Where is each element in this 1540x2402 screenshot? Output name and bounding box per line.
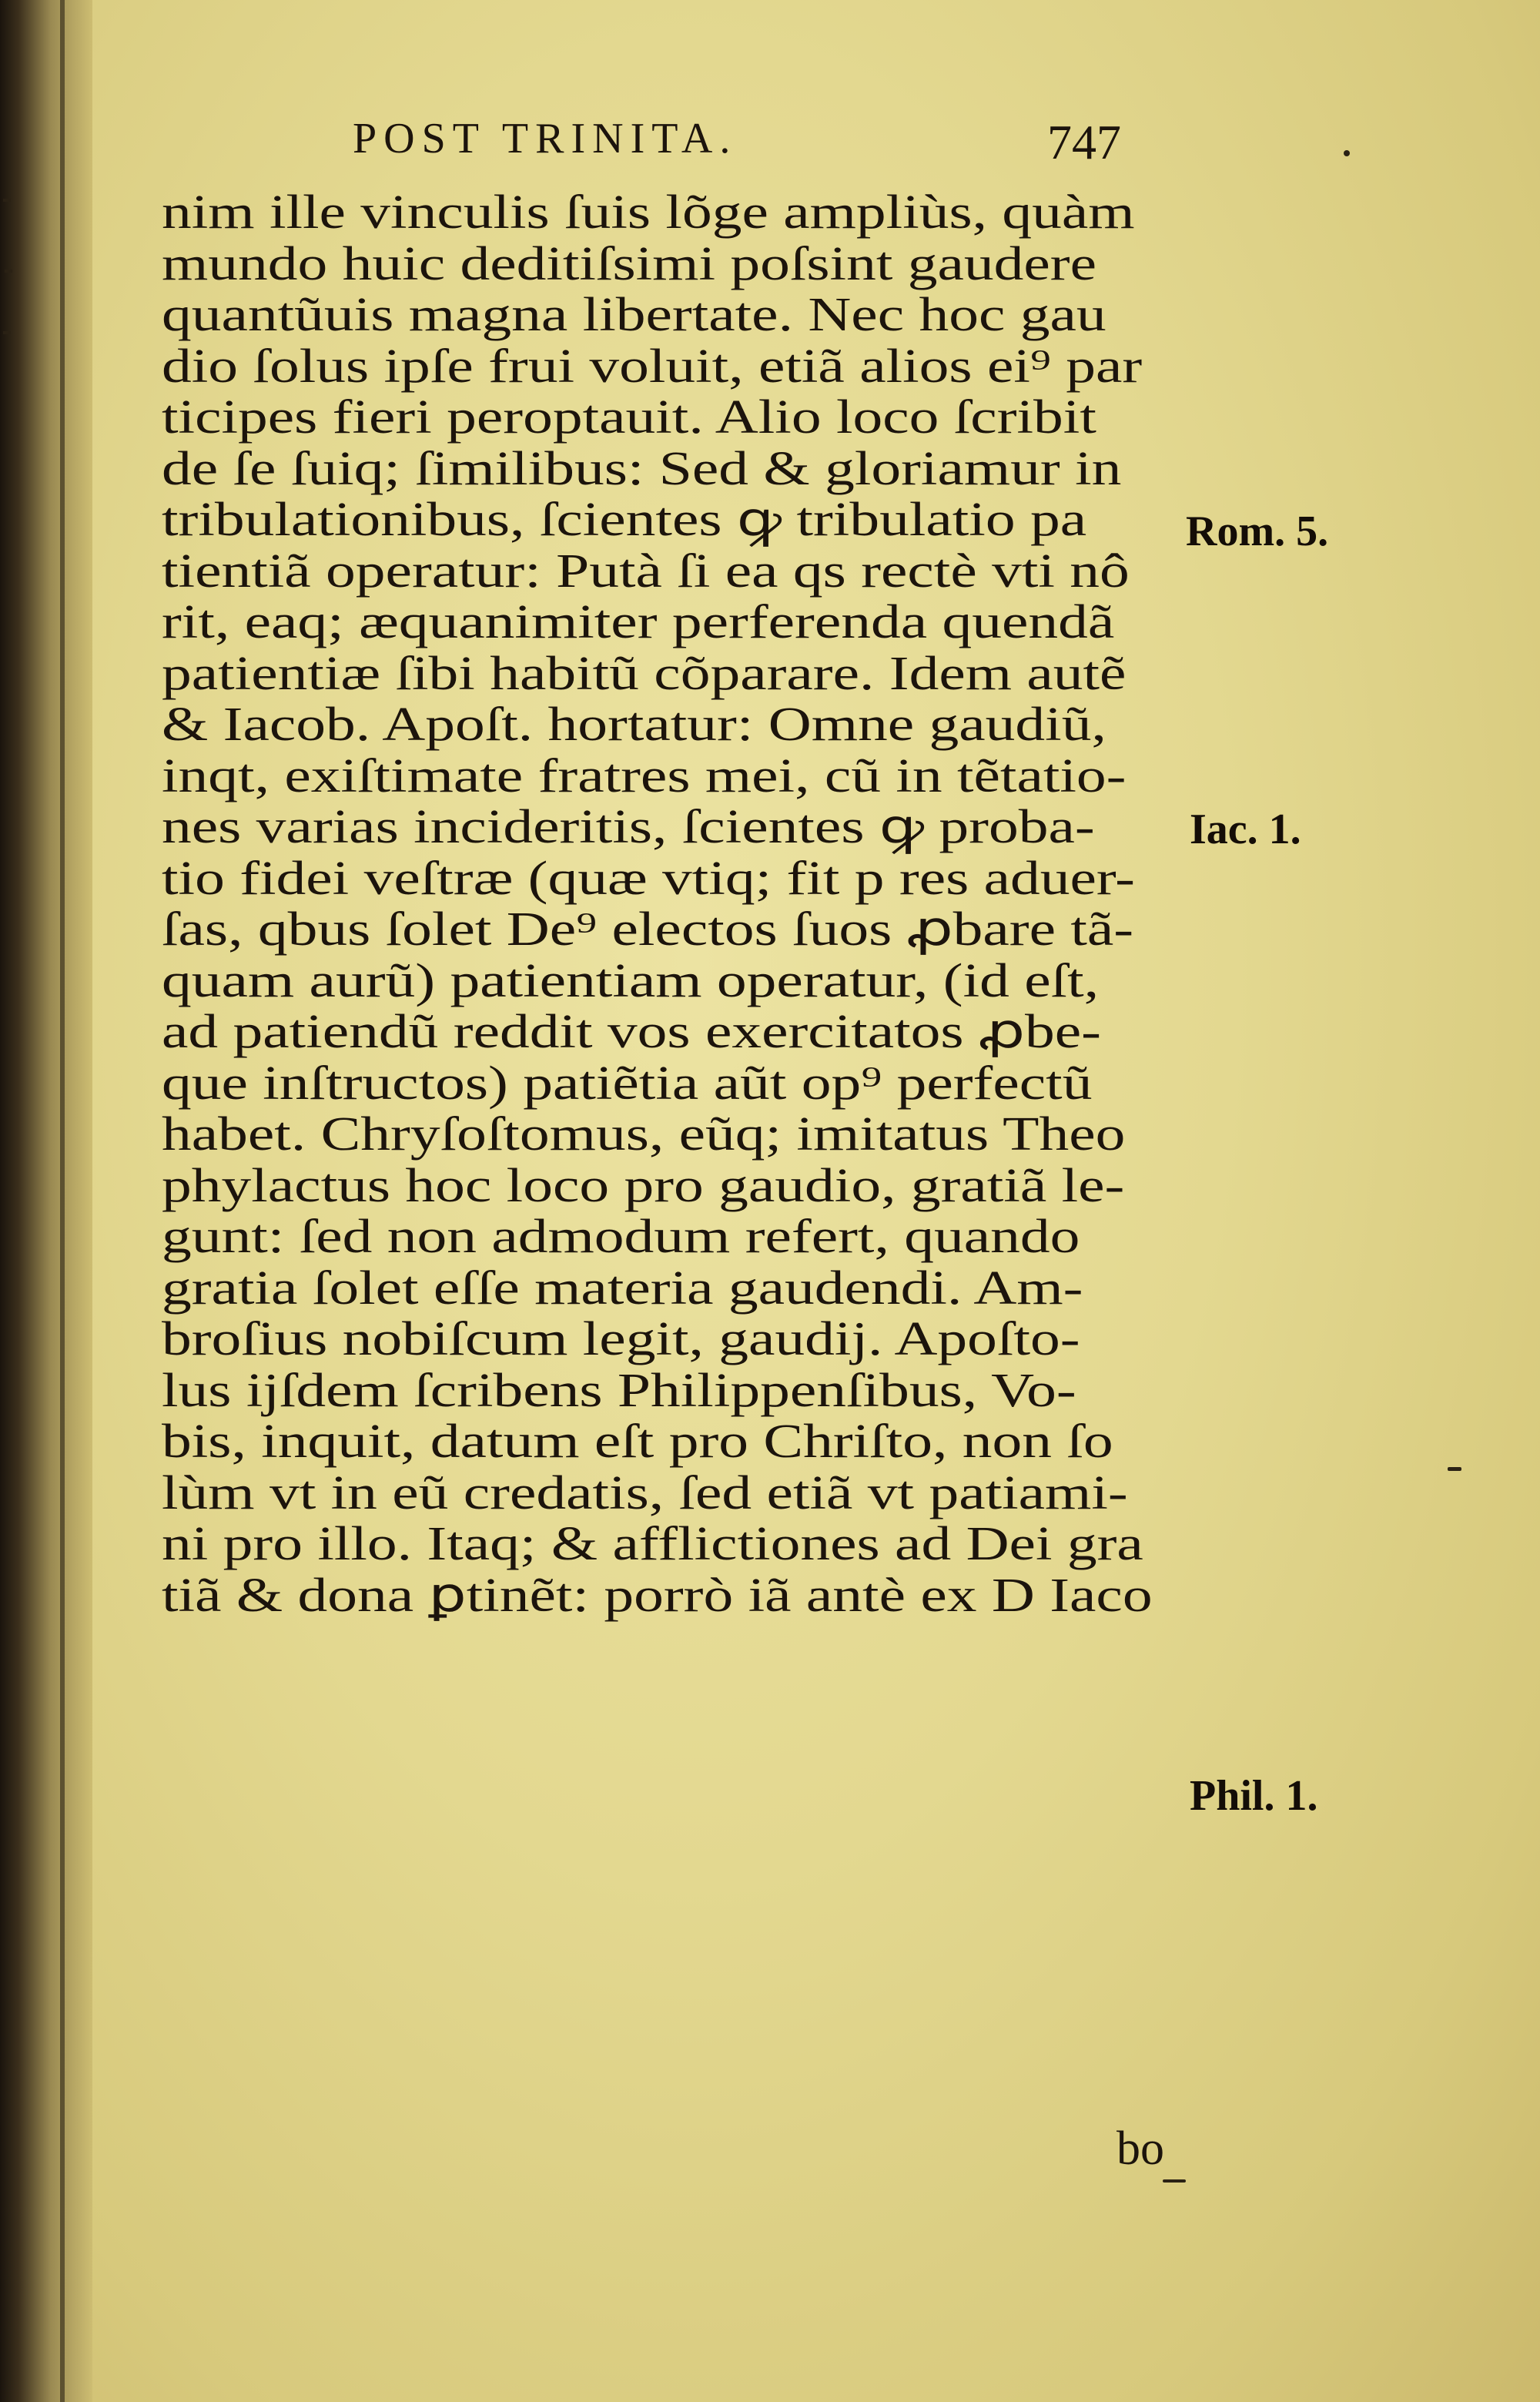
text-line: patientiæ ſibi habitũ cõparare. Idem autẽ [162,647,1127,700]
text-line: ticipes fieri peroptauit. Alio loco ſcribit [162,391,1096,444]
gutter-mark [5,270,12,273]
text-line: nes varias incideritis, ſcientes ꝙ proba- [162,801,1095,853]
ink-speck [1344,150,1350,156]
text-line: tientiã operatur: Putà ſi ea qs rectè vti nô [162,544,1130,598]
text-block [162,114,1201,1622]
text-line: phylactus hoc loco pro gaudio, gratiã le- [162,1159,1125,1212]
text-line: bis, inquit, datum eſt pro Chriſto, non ſo [162,1415,1113,1468]
gutter-mark [3,199,11,202]
text-line: & Iacob. Apoſt. hortatur: Omne gaudiũ, [162,698,1106,751]
text-line: tio fidei veſtræ (quæ vtiq; fit p res aduer- [162,852,1136,905]
text-line: dio ſolus ipſe frui voluit, etiã alios ei⁹ par [162,340,1143,393]
page-header [162,114,1201,191]
text-line: tribulationibus, ſcientes ꝙ tribulatio pa [162,494,1087,546]
text-line: ſas, qbus ſolet De⁹ electos ſuos ꝓbare tã- [162,903,1134,956]
text-line: rit, eaq; æquanimiter perferenda quendã [162,596,1115,648]
ink-speck [1448,1467,1461,1471]
text-line: tiã & dona ꝑtinẽt: porrò iã antè ex D Iaco [162,1569,1153,1622]
text-line: lùm vt in eũ credatis, ſed etiã vt patiami- [162,1466,1128,1519]
text-line: ad patiendũ reddit vos exercitatos ꝓbe- [162,1006,1101,1058]
running-head: POST TRINITA. [353,115,738,162]
margin-note: Phil. 1. [1190,1772,1318,1820]
margin-note: Iac. 1. [1190,806,1301,853]
text-line: de ſe ſuiq; ſimilibus: Sed & gloriamur in [162,442,1122,495]
text-line: lus ijſdem ſcribens Philippenſibus, Vo- [162,1364,1076,1417]
text-line: inqt, exiſtimate fratres mei, cũ in tẽtatio- [162,749,1127,802]
text-line: gunt: ſed non admodum refert, quando [162,1211,1080,1263]
text-line: quam aurũ) patientiam operatur, (id eſt, [162,954,1100,1007]
text-line: ni pro illo. Itaq; & afflictiones ad Dei gra [162,1518,1143,1570]
text-line: broſius nobiſcum legit, gaudij. Apoſto- [162,1313,1080,1365]
gutter-mark [3,331,11,334]
margin-note: Rom. 5. [1186,508,1329,555]
text-line: habet. Chryſoſtomus, eũq; imitatus Theo [162,1108,1126,1161]
text-line: nim ille vinculis ſuis lõge ampliùs, quàm [162,186,1135,239]
book-binding-edge [0,0,92,2402]
text-line: gratia ſolet eſſe materia gaudendi. Am- [162,1261,1083,1315]
gutter-edge [60,0,65,2402]
text-line: quantũuis magna libertate. Nec hoc gau [162,289,1106,341]
text-line: mundo huic deditiſsimi poſsint gaudere [162,237,1097,290]
catchword: bo [1116,2122,1164,2175]
text-line: que inſtructos) patiẽtia aũt op⁹ perfectũ [162,1057,1093,1110]
ink-speck [1163,2179,1186,2183]
page-number: 747 [1047,115,1121,169]
